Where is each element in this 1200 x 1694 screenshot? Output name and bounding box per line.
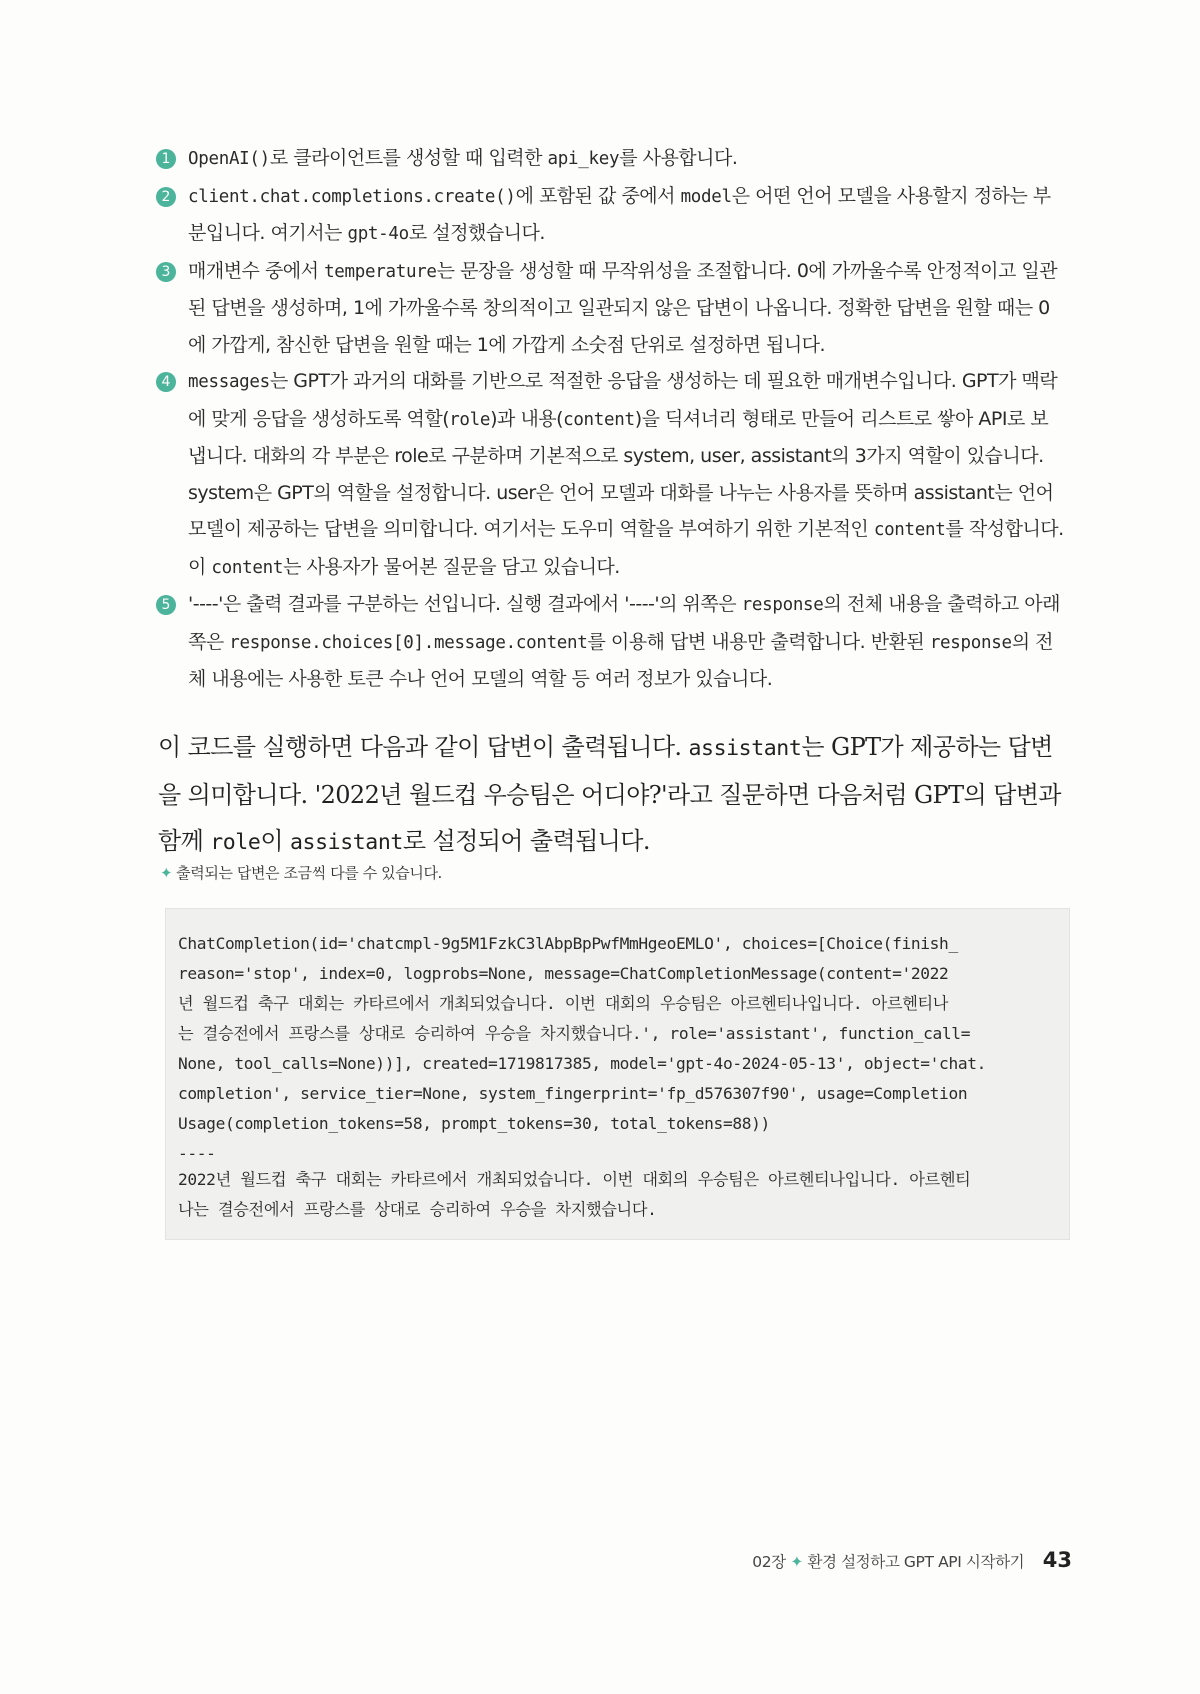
text-run: 로 설정했습니다. (408, 222, 545, 244)
code-line: None, tool_calls=None))], created=1719817385, model='gpt-4o-2024-05-13', object='chat. (178, 1054, 987, 1073)
text-run: 로 설정되어 출력됩니다. (402, 827, 650, 855)
inline-code: content (873, 520, 946, 540)
text-run: 이 (260, 827, 291, 855)
text-run: 의 전체 내용을 출력하고 아래쪽은 (188, 593, 1060, 653)
annotation-item (152, 363, 1064, 586)
number-badge-icon: 2 (156, 187, 176, 207)
text-run: 를 이용해 답변 내용만 출력합니다. 반환된 (587, 630, 930, 653)
code-line: 는 결승전에서 프랑스를 상대로 승리하여 우승을 차지했습니다.', role='assistant', function_call= (178, 1024, 971, 1043)
annotation-item (152, 140, 1064, 178)
code-text (178, 929, 1064, 1169)
code-output-block (165, 908, 1070, 1240)
footnote (160, 862, 442, 883)
text-run: 를 사용합니다. (619, 147, 738, 169)
text-run: '----'은 출력 결과를 구분하는 선입니다. 실행 결과에서 '----'의 위쪽은 (188, 593, 742, 615)
code-line: 년 월드컵 축구 대회는 카타르에서 개최되었습니다. 이번 대회의 우승팀은 아르헨티나입니다. 아르헨티나 (178, 994, 949, 1013)
code-line: completion', service_tier=None, system_fingerprint='fp_d576307f90', usage=Completion (178, 1084, 968, 1103)
text-run: 는 GPT가 과거의 대화를 기반으로 적절한 응답을 생성하는 데 필요한 매개변수입니다. GPT가 맥락에 맞게 응답을 생성하도록 역할( (188, 370, 1058, 430)
inline-code: client.chat.completions.create() (188, 186, 516, 207)
text-run: 는 GPT가 제공하는 답변을 의미합니다. '2022년 월드컵 우승팀은 어디야?'라고 질문하면 다음처럼 GPT의 답변과 함께 (158, 733, 1061, 855)
text-run: 매개변수 중에서 (188, 259, 325, 282)
code-output-text (178, 1165, 1064, 1225)
inline-code: model (680, 186, 732, 207)
footer-title: 환경 설정하고 GPT API 시작하기 (807, 1553, 1025, 1571)
inline-code: response (929, 632, 1012, 653)
text-run: )과 내용( (490, 407, 564, 430)
code-line: Usage(completion_tokens=58, prompt_tokens=30, total_tokens=88)) (178, 1114, 770, 1133)
text-run: 를 작성합니다. 이 (188, 518, 1064, 578)
inline-code: role (210, 830, 261, 855)
page-footer (740, 1548, 1072, 1572)
star-icon: ✦ (790, 1553, 803, 1571)
inline-code: assistant (688, 736, 802, 761)
inline-code: messages (188, 372, 270, 392)
inline-code: response (741, 595, 824, 615)
text-run: 이 코드를 실행하면 다음과 같이 답변이 출력됩니다. (158, 733, 689, 761)
text-run: 은 어떤 언어 모델을 사용할지 정하는 부분입니다. 여기서는 (188, 184, 1051, 244)
inline-code: content (563, 409, 635, 430)
text-run: 는 사용자가 물어본 질문을 담고 있습니다. (283, 555, 620, 578)
body-paragraph (158, 724, 1064, 866)
inline-code: content (211, 557, 284, 578)
text-run: )을 딕셔너리 형태로 만들어 리스트로 쌓아 API로 보냅니다. 대화의 각 부분은 role로 구분하며 기본적으로 system, user, assistant의 3가지 역할이 있습니다. system은 GPT의 역할을 설정합니다. user은 언어 모델과 대화를 나누는 사용자를 뜻하며 assistant는 언어 모델이 제공하는 답변을 의미합니다. 여기서는 도우미 역할을 부여하기 위한 기본적인 (188, 407, 1054, 540)
star-icon: ✦ (160, 864, 173, 882)
footnote-text: 출력되는 답변은 조금씩 다를 수 있습니다. (176, 864, 442, 882)
inline-code: OpenAI() (188, 149, 270, 169)
output-line: 2022년 월드컵 축구 대회는 카타르에서 개최되었습니다. 이번 대회의 우승팀은 아르헨티나입니다. 아르헨티 (178, 1170, 971, 1189)
inline-code: temperature (324, 261, 437, 282)
inline-code: api_key (547, 149, 620, 169)
footer-chapter: 02장 (752, 1553, 786, 1571)
annotation-item (152, 253, 1064, 364)
annotation-item (152, 178, 1064, 253)
inline-code: response.choices[0].message.content (229, 632, 588, 653)
text-run: 로 클라이언트를 생성할 때 입력한 (269, 147, 548, 169)
page-number: 43 (1042, 1548, 1072, 1572)
number-badge-icon: 5 (156, 595, 176, 615)
annotation-item (152, 586, 1064, 698)
output-line: 나는 결승전에서 프랑스를 상대로 승리하여 우승을 차지했습니다. (178, 1200, 657, 1219)
number-badge-icon: 4 (156, 372, 176, 392)
inline-code: gpt-4o (347, 224, 409, 244)
text-run: 의 전체 내용에는 사용한 토큰 수나 언어 모델의 역할 등 여러 정보가 있습니다. (188, 630, 1053, 690)
number-badge-icon: 3 (156, 262, 176, 282)
code-line: reason='stop', index=0, logprobs=None, message=ChatCompletionMessage(content='2022 (178, 964, 949, 983)
number-badge-icon: 1 (156, 149, 176, 169)
code-line: ---- (178, 1144, 216, 1163)
code-line: ChatCompletion(id='chatcmpl-9g5M1FzkC3lAbpBpPwfMmHgeoEMLO', choices=[Choice(finish_ (178, 934, 958, 953)
text-run: 는 문장을 생성할 때 무작위성을 조절합니다. 0에 가까울수록 안정적이고 일관된 답변을 생성하며, 1에 가까울수록 창의적이고 일관되지 않은 답변이 나옵니다. 정확한 답변을 원할 때는 0에 가깝게, 참신한 답변을 원할 때는 1에 가깝게 소숫점 단위로 설정하면 됩니다. (188, 259, 1058, 356)
inline-code: role (449, 409, 491, 430)
text-run: 에 포함된 값 중에서 (515, 184, 681, 207)
annotation-list (152, 140, 1064, 698)
inline-code: assistant (290, 830, 403, 855)
